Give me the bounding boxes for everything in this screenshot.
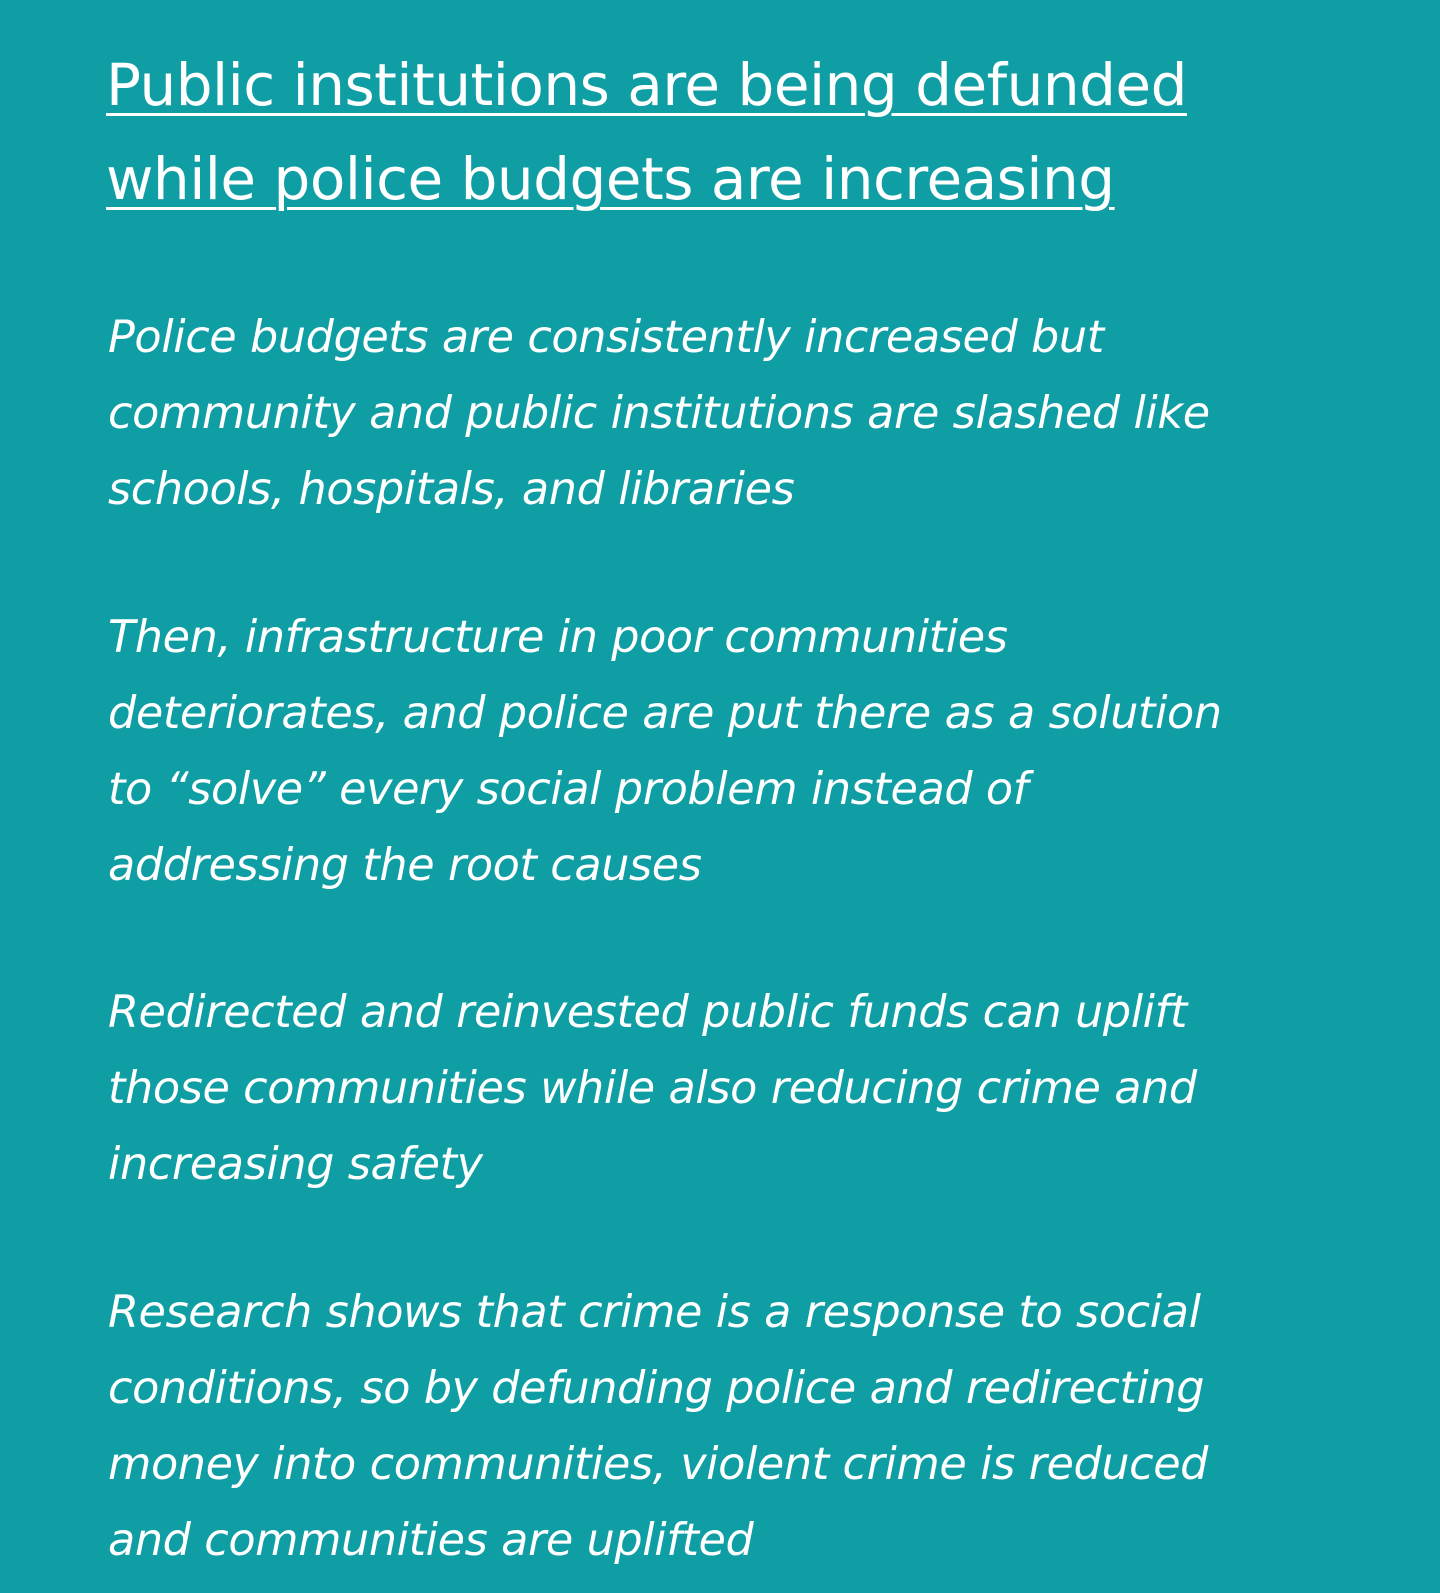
paragraph-budgets [108,300,1398,528]
paragraph-line: and communities are uplifted [108,1515,754,1566]
paragraph-line: conditions, so by defunding police and redirecting [108,1363,1205,1414]
paragraph-line: addressing the root causes [108,840,702,891]
paragraph-line: schools, hospitals, and libraries [108,464,795,515]
paragraph-line: Police budgets are consistently increased but [108,312,1104,363]
title-line-2: while police budgets are increasing [106,145,1115,213]
paragraph-reinvestment [108,975,1398,1203]
paragraph-infrastructure [108,600,1398,904]
paragraph-line: money into communities, violent crime is reduced [108,1439,1209,1490]
paragraph-line: Then, infrastructure in poor communities [108,612,1008,663]
paragraph-line: Research shows that crime is a response to social [108,1287,1201,1338]
paragraph-research [108,1275,1398,1579]
title-line-1: Public institutions are being defunded [106,51,1187,119]
paragraph-line: community and public institutions are slashed like [108,388,1210,439]
paragraph-line: those communities while also reducing crime and [108,1063,1197,1114]
paragraph-line: increasing safety [108,1139,483,1190]
paragraph-line: deteriorates, and police are put there as a solution [108,688,1222,739]
page-title [106,38,1356,226]
paragraph-line: to “solve” every social problem instead of [108,764,1029,815]
paragraph-line: Redirected and reinvested public funds can uplift [108,987,1187,1038]
